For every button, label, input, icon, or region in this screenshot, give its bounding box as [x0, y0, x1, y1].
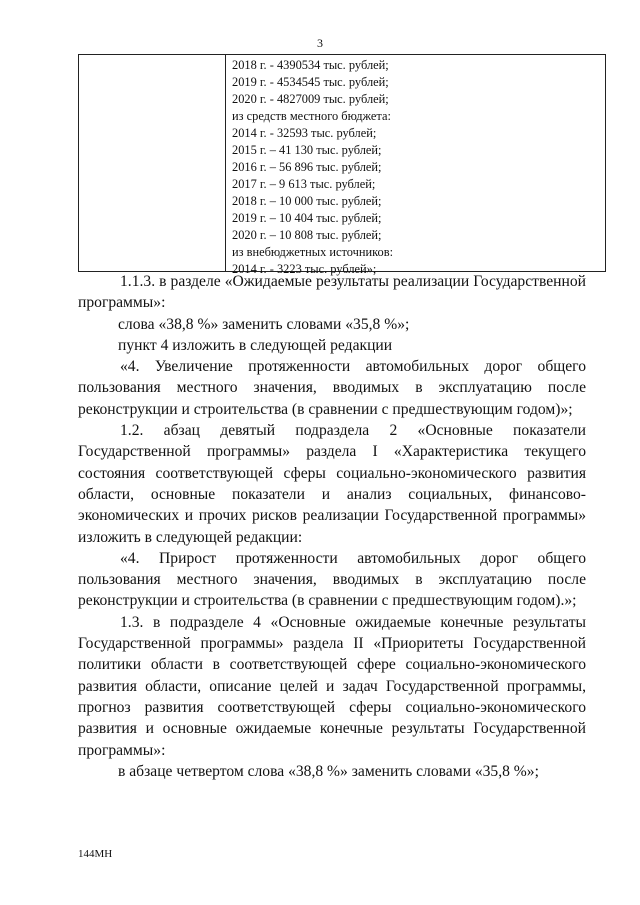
- document-body: [78, 271, 586, 782]
- paragraph-quote-growth: «4. Прирост протяженности автомобильных дорог общего пользования местного значения, вводимых в эксплуатацию после реконструкции и строительства (в сравнении с предшествующим годом).»;: [78, 549, 586, 610]
- funding-line: 2018 г. – 10 000 тыс. рублей;: [232, 194, 382, 208]
- page-number: 3: [317, 36, 323, 50]
- funding-line: 2020 г. - 4827009 тыс. рублей;: [232, 92, 389, 106]
- document-code: 144МН: [78, 848, 113, 860]
- paragraph-fourth-abzac: в абзаце четвертом слова «38,8 %» заменить словами «35,8 %»;: [118, 762, 539, 780]
- paragraph-1-1-3: 1.1.3. в разделе «Ожидаемые результаты реализации Государственной программы»:: [78, 273, 586, 312]
- funding-line: 2018 г. - 4390534 тыс. рублей;: [232, 58, 389, 72]
- funding-line: из внебюджетных источников:: [232, 245, 394, 259]
- funding-line: 2014 г. - 32593 тыс. рублей;: [232, 126, 377, 140]
- paragraph-1-3: 1.3. в подразделе 4 «Основные ожидаемые конечные результаты Государственной программы» раздела II «Приоритеты Государственной политики области в соответствующей сфере социально-экономического развития области, описание целей и задач Государственной программы, прогноз развития соответствующей сферы социально-экономического развития и основные ожидаемые конечные результаты Государственной программы»:: [78, 613, 586, 759]
- funding-line: 2015 г. – 41 130 тыс. рублей;: [232, 143, 382, 157]
- funding-line: из средств местного бюджета:: [232, 109, 391, 123]
- funding-line: 2019 г. – 10 404 тыс. рублей;: [232, 211, 382, 225]
- paragraph-quote-increase: «4. Увеличение протяженности автомобильных дорог общего пользования местного значения, вводимых в эксплуатацию после реконструкции и строительства (в сравнении с предшествующим годом)»;: [78, 358, 586, 418]
- funding-line: 2014 г. - 3223 тыс. рублей»;: [232, 262, 377, 276]
- funding-line: 2020 г. – 10 808 тыс. рублей;: [232, 228, 382, 242]
- paragraph-1-2: 1.2. абзац девятый подраздела 2 «Основные показатели Государственной программы» раздела I «Характеристика текущего состояния соответствующей сферы социально-экономического развития области, основные показатели и анализ социальных, финансово-экономических и прочих рисков реализации Государственной программы» изложить в следующей редакции:: [78, 422, 586, 546]
- table-right-cell: [226, 55, 605, 276]
- table-left-cell: [79, 55, 226, 271]
- paragraph-replace-words: слова «38,8 %» заменить словами «35,8 %»;: [118, 315, 410, 333]
- funding-line: 2016 г. – 56 896 тыс. рублей;: [232, 160, 382, 174]
- funding-line: 2017 г. – 9 613 тыс. рублей;: [232, 177, 376, 191]
- paragraph-point-4: пункт 4 изложить в следующей редакции: [118, 336, 393, 354]
- funding-line: 2019 г. - 4534545 тыс. рублей;: [232, 75, 389, 89]
- funding-table: [78, 54, 606, 276]
